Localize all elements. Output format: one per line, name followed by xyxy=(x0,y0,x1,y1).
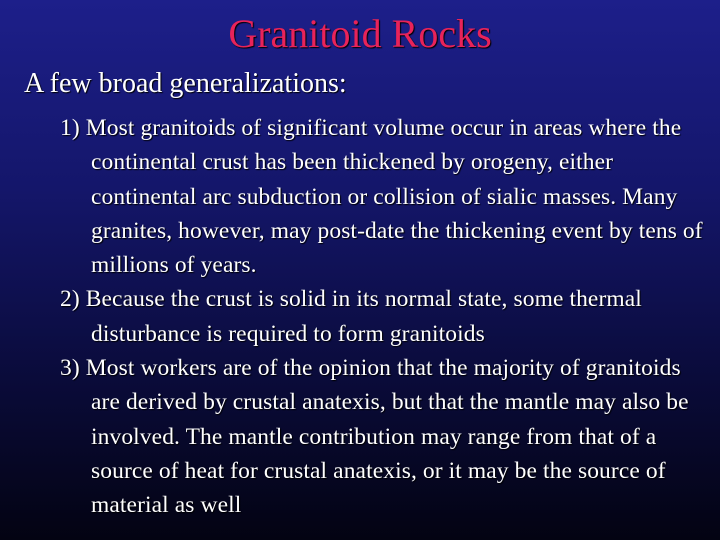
list-item: 3) Most workers are of the opinion that the majority of granitoids are derived by crustal anatexis, but that the mantle may also be involved. The mantle contribution may range from that of a source of heat for crustal anatexis, or it may be the source of material as well xyxy=(60,355,689,519)
slide-subtitle: A few broad generalizations: xyxy=(24,68,347,99)
bullet-list xyxy=(60,111,710,523)
list-item: 2) Because the crust is solid in its normal state, some thermal disturbance is required to form granitoids xyxy=(60,286,642,347)
slide-title: Granitoid Rocks xyxy=(228,11,492,56)
list-item: 1) Most granitoids of significant volume occur in areas where the continental crust has been thickened by orogeny, either continental arc subduction or collision of sialic masses. Many granites, however, may post-date the thickening event by tens of millions of years. xyxy=(60,115,703,279)
